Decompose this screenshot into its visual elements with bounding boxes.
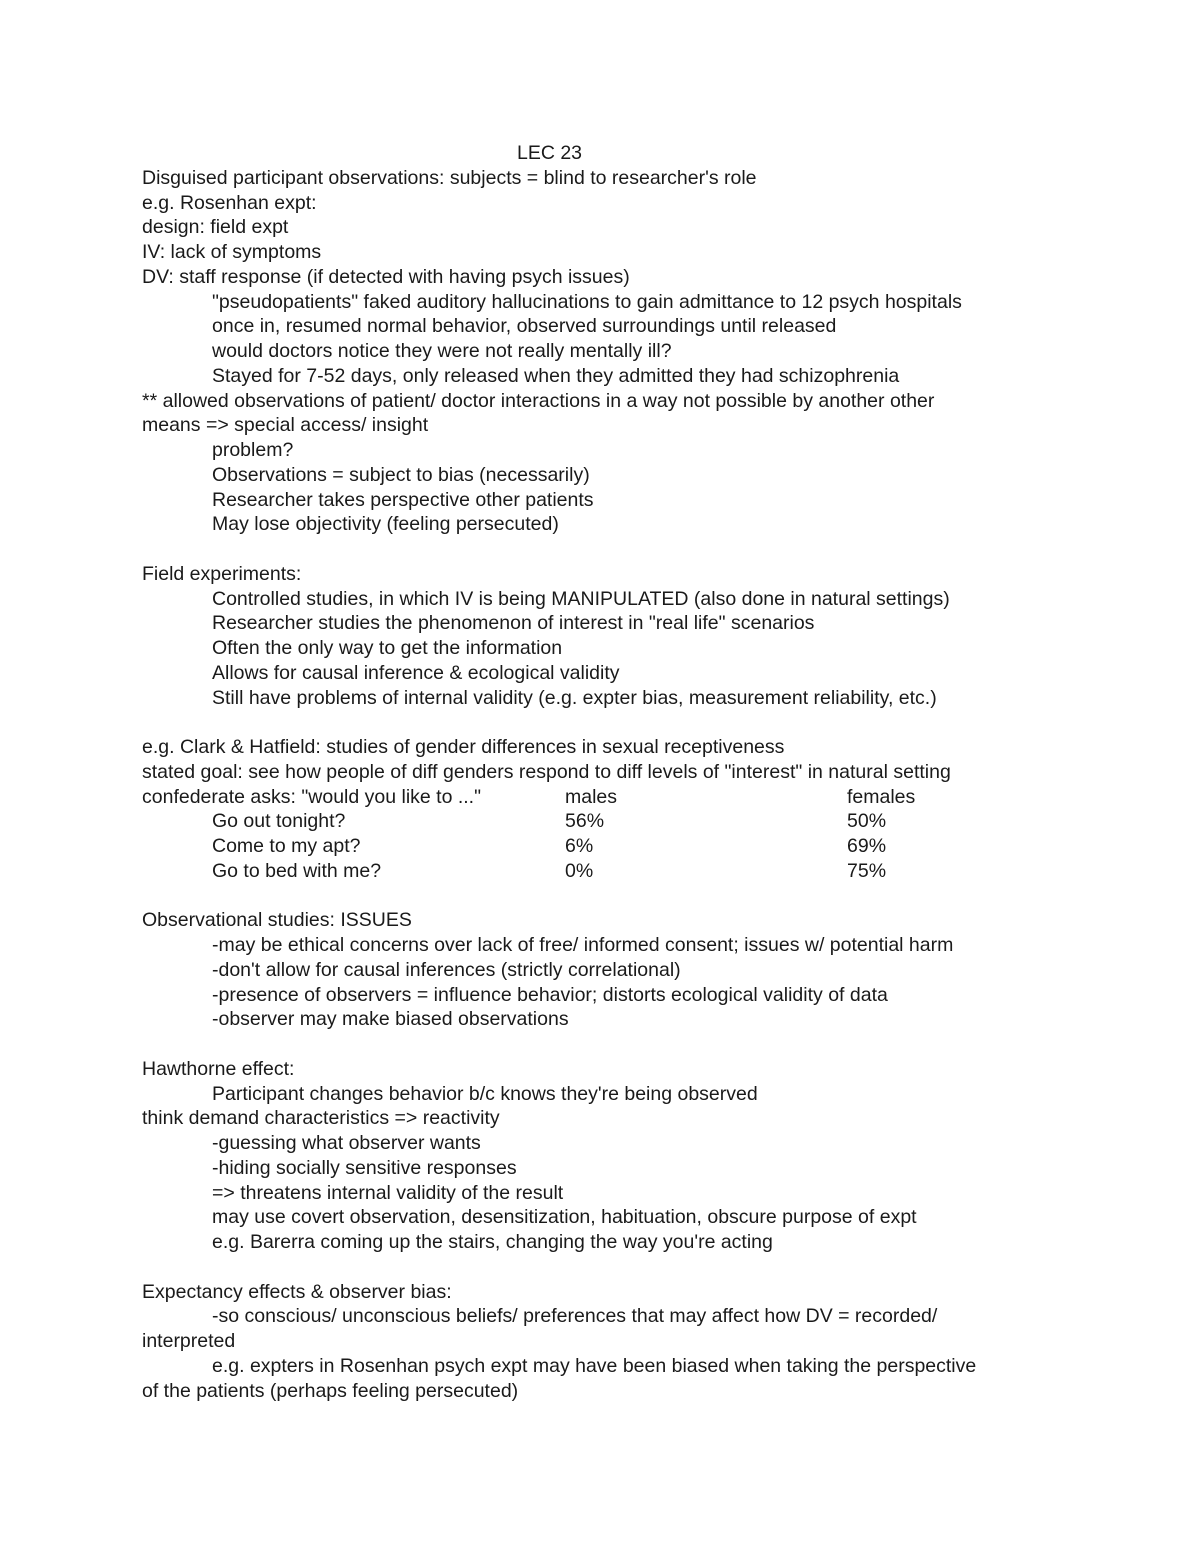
table-cell: 56% — [565, 810, 605, 833]
indented-line: e.g. Barerra coming up the stairs, changing the way you're acting — [212, 1231, 773, 1253]
text-line: stated goal: see how people of diff genders respond to diff levels of "interest" in natural setting — [142, 760, 951, 783]
indented-line: -presence of observers = influence behavior; distorts ecological validity of data — [212, 983, 888, 1006]
table-row — [142, 859, 1072, 884]
indented-line: Stayed for 7-52 days, only released when they admitted they had schizophrenia — [212, 364, 900, 387]
indented-line: "pseudopatients" faked auditory hallucinations to gain admittance to 12 psych hospitals — [212, 290, 962, 313]
indented-line: Allows for causal inference & ecological validity — [212, 661, 620, 684]
text-line: interpreted — [142, 1330, 236, 1352]
note-line: ** allowed observations of patient/ doctor interactions in a way not possible by another other — [142, 389, 935, 412]
table-cell: 6% — [565, 835, 594, 857]
indented-line: Researcher takes perspective other patients — [212, 488, 594, 511]
indented-line: would doctors notice they were not really mentally ill? — [212, 340, 672, 362]
section-heading: Observational studies: ISSUES — [142, 909, 412, 932]
section-heading: Hawthorne effect: — [142, 1057, 295, 1080]
table-header-cell: males — [565, 785, 618, 808]
indented-line: Observations = subject to bias (necessarily) — [212, 463, 590, 486]
table-cell: 75% — [847, 859, 887, 882]
text-line: IV: lack of symptoms — [142, 241, 322, 263]
blank-line — [142, 1032, 1072, 1057]
table-header-row — [142, 785, 1072, 810]
indented-line: once in, resumed normal behavior, observed surroundings until released — [212, 315, 837, 338]
indented-line: Participant changes behavior b/c knows they're being observed — [212, 1082, 758, 1105]
indented-line: -may be ethical concerns over lack of free/ informed consent; issues w/ potential harm — [212, 934, 954, 956]
text-line: DV: staff response (if detected with having psych issues) — [142, 265, 630, 288]
table-cell: Come to my apt? — [212, 835, 361, 857]
blank-line — [142, 537, 1072, 562]
text-line: e.g. Clark & Hatfield: studies of gender differences in sexual receptiveness — [142, 736, 785, 758]
table-cell: 0% — [565, 859, 594, 882]
text-line: e.g. Rosenhan expt: — [142, 191, 317, 214]
text-line: think demand characteristics => reactivity — [142, 1107, 500, 1130]
indented-line: => threatens internal validity of the result — [212, 1181, 564, 1204]
page-title: LEC 23 — [516, 142, 583, 164]
indented-line: may use covert observation, desensitization, habituation, obscure purpose of expt — [212, 1206, 917, 1229]
blank-line — [142, 710, 1072, 735]
indented-line: e.g. expters in Rosenhan psych expt may have been biased when taking the perspective — [212, 1354, 977, 1377]
indented-line: -observer may make biased observations — [212, 1008, 569, 1031]
indented-line: -so conscious/ unconscious beliefs/ preferences that may affect how DV = recorded/ — [212, 1305, 938, 1328]
indented-line: May lose objectivity (feeling persecuted) — [212, 513, 559, 536]
table-row — [142, 809, 1072, 834]
table-cell: 69% — [847, 835, 887, 857]
table-row — [142, 834, 1072, 859]
results-table — [142, 785, 1072, 884]
text-line: design: field expt — [142, 216, 289, 239]
text-line: Disguised participant observations: subjects = blind to researcher's role — [142, 166, 757, 189]
indented-line: Researcher studies the phenomenon of interest in "real life" scenarios — [212, 612, 815, 635]
table-cell: Go out tonight? — [212, 810, 346, 833]
section-heading: Field experiments: — [142, 562, 302, 585]
indented-line: -don't allow for causal inferences (strictly correlational) — [212, 958, 681, 981]
indented-line: -hiding socially sensitive responses — [212, 1156, 517, 1179]
document-page — [142, 141, 1072, 1403]
indented-line: Often the only way to get the information — [212, 637, 563, 659]
indented-line: Still have problems of internal validity (e.g. expter bias, measurement reliability, etc.) — [212, 686, 937, 709]
indented-line: problem? — [212, 439, 294, 461]
table-header-cell: females — [847, 785, 916, 808]
table-cell: Go to bed with me? — [212, 859, 382, 882]
indented-line: Controlled studies, in which IV is being MANIPULATED (also done in natural settings) — [212, 587, 950, 610]
table-cell: 50% — [847, 810, 887, 833]
blank-line — [142, 884, 1072, 909]
blank-line — [142, 1255, 1072, 1280]
section-heading: Expectancy effects & observer bias: — [142, 1280, 452, 1303]
indented-line: -guessing what observer wants — [212, 1132, 481, 1154]
text-line: of the patients (perhaps feeling persecuted) — [142, 1379, 519, 1402]
note-line: means => special access/ insight — [142, 414, 429, 437]
table-header-cell: confederate asks: "would you like to ..." — [142, 785, 482, 808]
